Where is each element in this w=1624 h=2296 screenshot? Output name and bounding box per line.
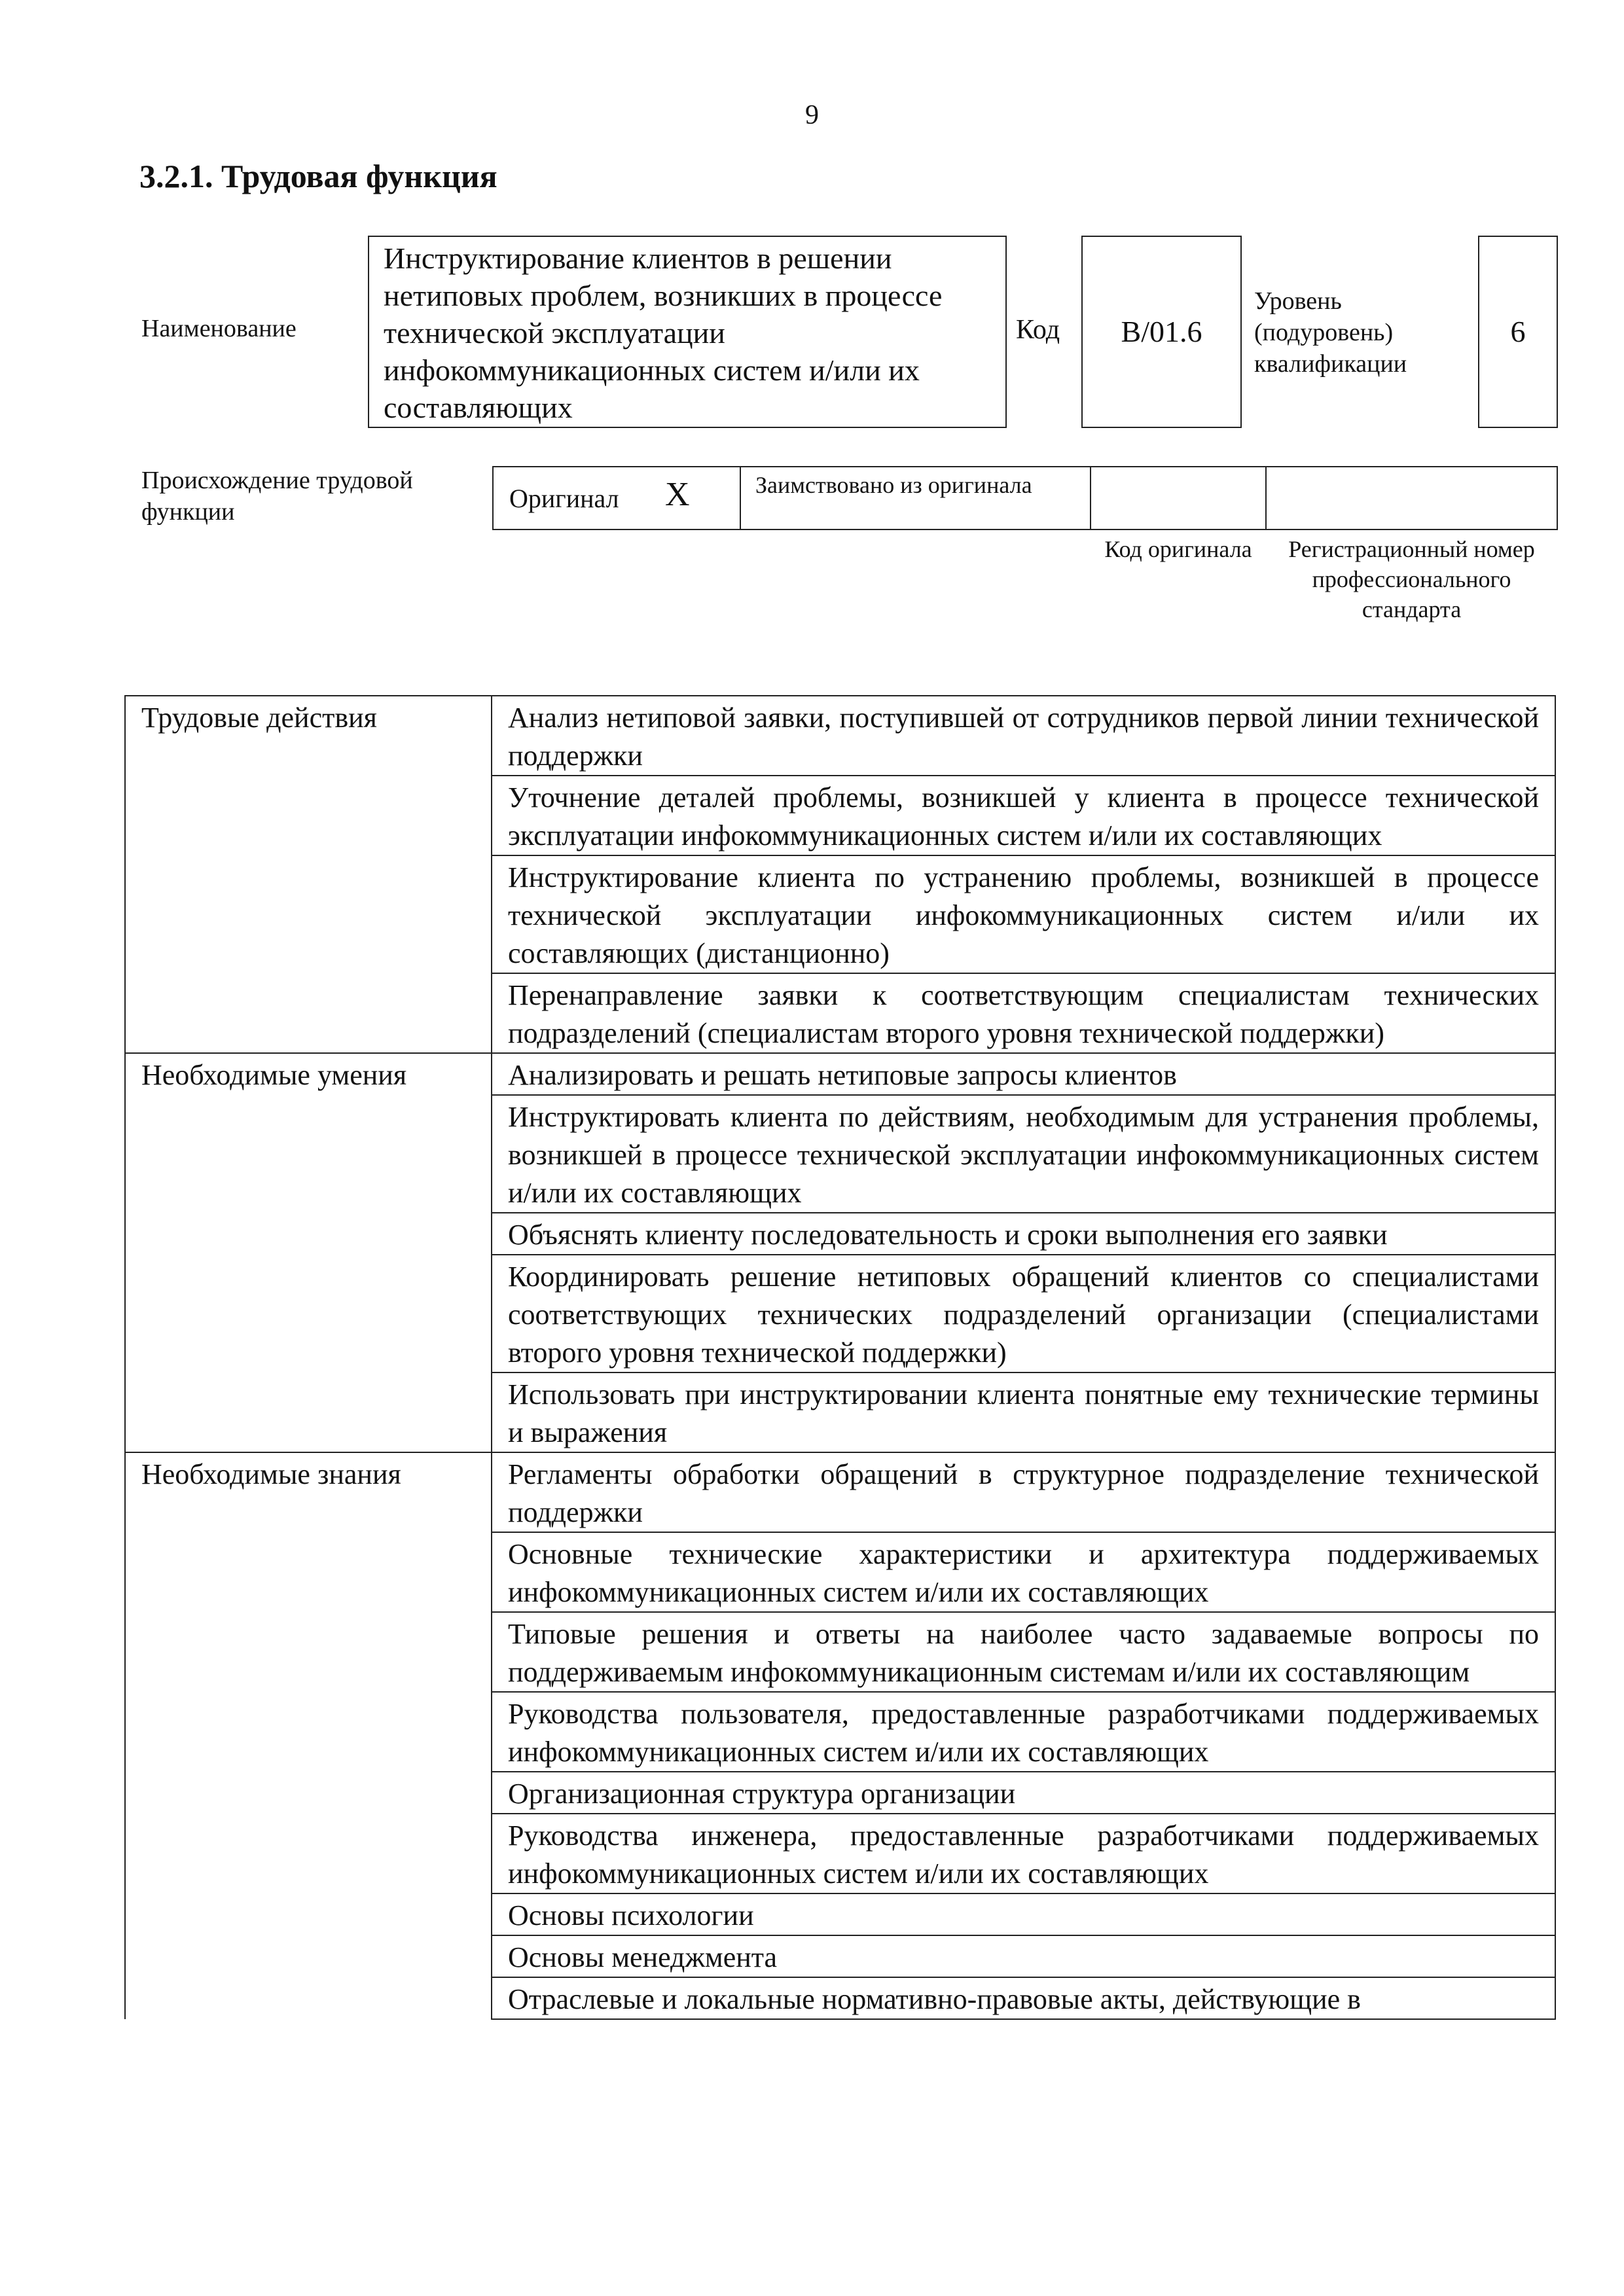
code-value: B/01.6 xyxy=(1121,315,1202,348)
section-title-continuation xyxy=(125,1814,492,1893)
reg-number-cell xyxy=(1265,466,1558,530)
table-row xyxy=(125,1772,1555,1814)
table-row xyxy=(125,973,1555,1053)
section-title-continuation xyxy=(125,1255,492,1372)
level-label: Уровень (подуровень) квалификации xyxy=(1254,287,1407,378)
section-item: Руководства инженера, предоставленные разработчиками поддерживаемых инфокоммуникационных систем и/или их составляющих xyxy=(492,1814,1555,1893)
section-title-continuation xyxy=(125,1532,492,1612)
section-title-continuation xyxy=(125,973,492,1053)
table-row xyxy=(125,1893,1555,1935)
section-item: Регламенты обработки обращений в структурное подразделение технической поддержки xyxy=(492,1452,1555,1532)
section-item: Организационная структура организации xyxy=(492,1772,1555,1814)
section-item: Перенаправление заявки к соответствующим специалистам технических подразделений (специалистам второго уровня технической поддержки) xyxy=(492,973,1555,1053)
level-value-box xyxy=(1478,236,1558,428)
section-item: Уточнение деталей проблемы, возникшей у клиента в процессе технической эксплуатации инфокоммуникационных систем и/или их составляющих xyxy=(492,776,1555,855)
section-title-continuation xyxy=(125,1935,492,1977)
section-title-continuation xyxy=(125,1612,492,1692)
table-row xyxy=(125,1935,1555,1977)
section-item: Координировать решение нетиповых обращений клиентов со специалистами соответствующих технических подразделений организации (специалистами второго уровня технической поддержки) xyxy=(492,1255,1555,1372)
section-item: Инструктирование клиента по устранению проблемы, возникшей в процессе технической эксплуатации инфокоммуникационных систем и/или их составляющих (дистанционно) xyxy=(492,855,1555,973)
section-item: Типовые решения и ответы на наиболее часто задаваемые вопросы по поддерживаемым инфокоммуникационным системам и/или их составляющим xyxy=(492,1612,1555,1692)
section-title-continuation xyxy=(125,1372,492,1452)
section-title-continuation xyxy=(125,1772,492,1814)
section-item: Руководства пользователя, предоставленные разработчиками поддерживаемых инфокоммуникационных систем и/или их составляющих xyxy=(492,1692,1555,1772)
section-heading: 3.2.1. Трудовая функция xyxy=(139,158,497,194)
section-item: Основы психологии xyxy=(492,1893,1555,1935)
section-item: Основные технические характеристики и архитектура поддерживаемых инфокоммуникационных систем и/или их составляющих xyxy=(492,1532,1555,1612)
original-cell xyxy=(492,466,741,530)
section-item: Отраслевые и локальные нормативно-правовые акты, действующие в xyxy=(492,1977,1555,2019)
table-row xyxy=(125,1692,1555,1772)
table-row xyxy=(125,776,1555,855)
section-title-continuation xyxy=(125,1692,492,1772)
original-mark: X xyxy=(665,476,690,513)
section-title: Необходимые умения xyxy=(125,1053,492,1095)
table-row xyxy=(125,1255,1555,1372)
section-title: Трудовые действия xyxy=(125,696,492,776)
borrowed-label: Заимствовано из оригинала xyxy=(755,472,1032,498)
table-row xyxy=(125,696,1555,776)
section-item: Использовать при инструктировании клиента понятные ему технические термины и выражения xyxy=(492,1372,1555,1452)
name-value: Инструктирование клиентов в решении нетиповых проблем, возникших в процессе технической эксплуатации инфокоммуникационных систем и/или их составляющих xyxy=(384,242,943,424)
borrowed-cell xyxy=(740,466,1091,530)
code-original-cell xyxy=(1090,466,1267,530)
section-title-continuation xyxy=(125,1977,492,2019)
section-title-continuation xyxy=(125,776,492,855)
table-row xyxy=(125,1612,1555,1692)
section-title-continuation xyxy=(125,1893,492,1935)
section-title-continuation xyxy=(125,855,492,973)
section-item: Анализ нетиповой заявки, поступившей от сотрудников первой линии технической поддержки xyxy=(492,696,1555,776)
section-item: Инструктировать клиента по действиям, необходимым для устранения проблемы, возникшей в процессе технической эксплуатации инфокоммуникационных систем и/или их составляющих xyxy=(492,1095,1555,1213)
name-value-box xyxy=(368,236,1007,428)
level-value: 6 xyxy=(1510,315,1526,348)
table-row xyxy=(125,1977,1555,2019)
section-title-continuation xyxy=(125,1095,492,1213)
section-item: Анализировать и решать нетиповые запросы клиентов xyxy=(492,1053,1555,1095)
table-row xyxy=(125,1532,1555,1612)
section-title: Необходимые знания xyxy=(125,1452,492,1532)
name-label: Наименование xyxy=(141,315,297,342)
original-label: Оригинал xyxy=(509,484,619,513)
origin-label: Происхождение трудовой функции xyxy=(141,467,413,526)
table-row xyxy=(125,1095,1555,1213)
page-number: 9 xyxy=(805,100,819,130)
table-row xyxy=(125,1053,1555,1095)
reg-number-caption: Регистрационный номер профессионального стандарта xyxy=(1288,536,1535,622)
section-item: Основы менеджмента xyxy=(492,1935,1555,1977)
code-original-caption: Код оригинала xyxy=(1104,536,1252,562)
code-label: Код xyxy=(1016,315,1060,345)
section-title-continuation xyxy=(125,1213,492,1255)
table-row xyxy=(125,1213,1555,1255)
section-item: Объяснять клиенту последовательность и сроки выполнения его заявки xyxy=(492,1213,1555,1255)
table-row xyxy=(125,1814,1555,1893)
code-value-box xyxy=(1081,236,1242,428)
table-row xyxy=(125,1372,1555,1452)
table-row xyxy=(125,1452,1555,1532)
table-row xyxy=(125,855,1555,973)
labour-function-table xyxy=(124,695,1556,2020)
